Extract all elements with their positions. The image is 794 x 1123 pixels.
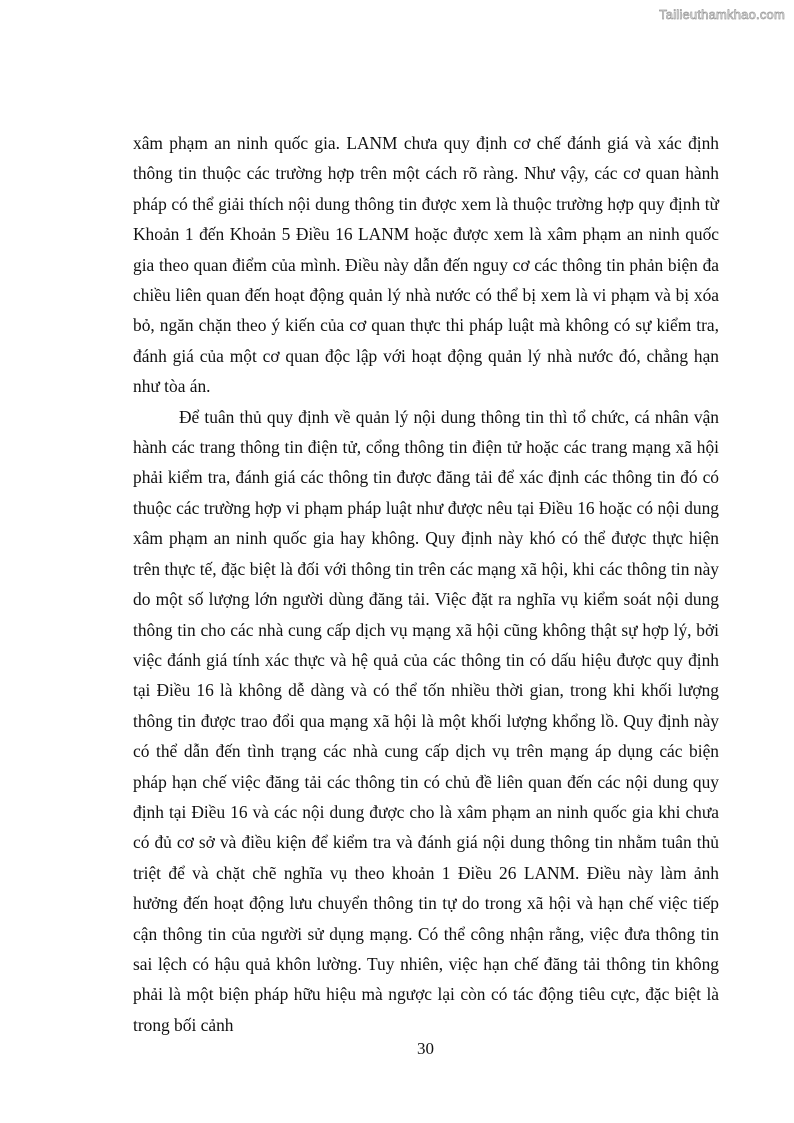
document-body <box>133 128 719 1040</box>
watermark-text: Tailieuthamkhao.com <box>659 7 785 22</box>
paragraph-2: Để tuân thủ quy định về quản lý nội dung thông tin thì tổ chức, cá nhân vận hành các trang thông tin điện tử, cổng thông tin điện tử hoặc các trang mạng xã hội phải kiểm tra, đánh giá các thông tin được đăng tải để xác định các thông tin đó có thuộc các trường hợp vi phạm pháp luật như được nêu tại Điều 16 hoặc có nội dung xâm phạm an ninh quốc gia hay không. Quy định này khó có thể được thực hiện trên thực tế, đặc biệt là đối với thông tin trên các mạng xã hội, khi các thông tin này do một số lượng lớn người dùng đăng tải. Việc đặt ra nghĩa vụ kiểm soát nội dung thông tin cho các nhà cung cấp dịch vụ mạng xã hội cũng không thật sự hợp lý, bởi việc đánh giá tính xác thực và hệ quả của các thông tin có dấu hiệu được quy định tại Điều 16 là không dễ dàng và có thể tốn nhiều thời gian, trong khi khối lượng thông tin được trao đổi qua mạng xã hội là một khối lượng khổng lồ. Quy định này có thể dẫn đến tình trạng các nhà cung cấp dịch vụ trên mạng áp dụng các biện pháp hạn chế việc đăng tải các thông tin có chủ đề liên quan đến các nội dung quy định tại Điều 16 và các nội dung được cho là xâm phạm an ninh quốc gia khi chưa có đủ cơ sở và điều kiện để kiểm tra và đánh giá nội dung thông tin nhằm tuân thủ triệt để và chặt chẽ nghĩa vụ theo khoản 1 Điều 26 LANM. Điều này làm ảnh hưởng đến hoạt động lưu chuyển thông tin tự do trong xã hội và hạn chế việc tiếp cận thông tin của người sử dụng mạng. Có thể công nhận rằng, việc đưa thông tin sai lệch có hậu quả khôn lường. Tuy nhiên, việc hạn chế đăng tải thông tin không phải là một biện pháp hữu hiệu mà ngược lại còn có tác động tiêu cực, đặc biệt là trong bối cảnh <box>133 406 719 1035</box>
paragraph-1: xâm phạm an ninh quốc gia. LANM chưa quy định cơ chế đánh giá và xác định thông tin thuộc các trường hợp trên một cách rõ ràng. Như vậy, các cơ quan hành pháp có thể giải thích nội dung thông tin được xem là thuộc trường hợp quy định từ Khoản 1 đến Khoản 5 Điều 16 LANM hoặc được xem là xâm phạm an ninh quốc gia theo quan điểm của mình. Điều này dẫn đến nguy cơ các thông tin phản biện đa chiều liên quan đến hoạt động quản lý nhà nước có thể bị xem là vi phạm và bị xóa bỏ, ngăn chặn theo ý kiến của cơ quan thực thi pháp luật mà không có sự kiểm tra, đánh giá của một cơ quan độc lập với hoạt động quản lý nhà nước đó, chẳng hạn như tòa án. <box>133 133 719 397</box>
page-number: 30 <box>417 1039 434 1058</box>
